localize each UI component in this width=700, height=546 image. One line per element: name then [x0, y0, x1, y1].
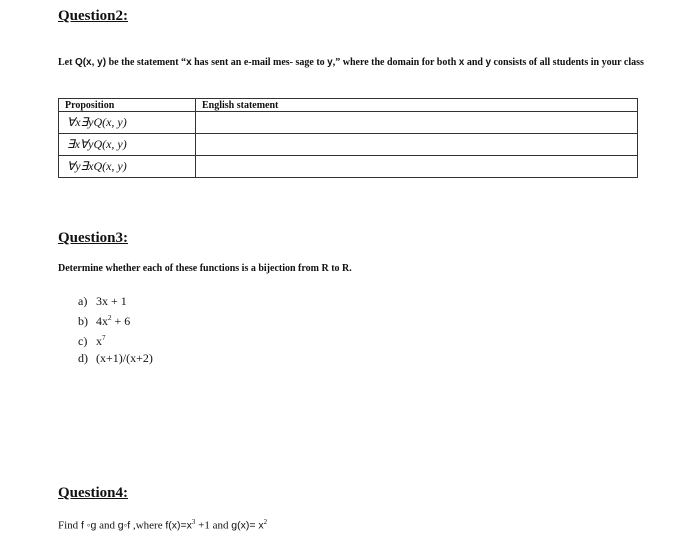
question3-text: Determine whether each of these functions is a bijection from R to R. [58, 263, 352, 274]
list-item [78, 350, 153, 367]
list-item [78, 310, 153, 330]
english-statement-cell[interactable] [196, 156, 638, 178]
table-header-row [59, 99, 638, 112]
exponent: 3 [191, 518, 196, 526]
function-g-definition: g(x)= x [231, 519, 264, 532]
text-part: and [464, 57, 486, 68]
var-x: x [186, 57, 192, 68]
var-x: x [458, 57, 465, 68]
text-part: be the statement “ [106, 57, 187, 68]
composition-gf: g◦f [117, 519, 131, 532]
text-part: and [96, 519, 118, 532]
q-notation: Q(x, y) [74, 57, 107, 68]
proposition-table [58, 98, 638, 178]
question4-text [58, 518, 267, 532]
question2-heading: Question2: [58, 8, 129, 24]
text-part: Let [58, 57, 75, 68]
item-expression: 4x [96, 314, 108, 328]
item-expression: (x+1)/(x+2) [96, 351, 153, 365]
table-row [59, 156, 638, 178]
proposition-cell: ∀x∃yQ(x, y) [59, 112, 196, 134]
item-exponent: 2 [108, 314, 112, 322]
text-part: has sent an e-mail mes- sage to [191, 57, 328, 68]
item-expression: 3x + 1 [96, 294, 127, 308]
text-part: ,” where the domain for both [332, 57, 459, 68]
english-statement-cell[interactable] [196, 134, 638, 156]
table-row [59, 134, 638, 156]
english-statement-cell[interactable] [196, 112, 638, 134]
list-item [78, 330, 153, 350]
item-expression: x [96, 334, 102, 348]
exponent: 2 [263, 518, 268, 526]
text-part: +1 and [195, 519, 232, 532]
proposition-cell: ∃x∀yQ(x, y) [59, 134, 196, 156]
var-y: y [485, 57, 492, 68]
list-item [78, 293, 153, 310]
function-list [78, 293, 153, 367]
var-y: y [327, 57, 333, 68]
function-f-definition: f(x)=x [165, 519, 192, 532]
question3-heading: Question3: [58, 230, 129, 246]
table-row [59, 112, 638, 134]
question4-heading: Question4: [58, 485, 129, 501]
item-label: d) [78, 351, 88, 365]
item-label: b) [78, 314, 88, 328]
item-expression-tail: + 6 [111, 314, 131, 328]
item-label: a) [78, 294, 88, 308]
item-label: c) [78, 334, 88, 348]
question2-statement [58, 56, 648, 70]
column-header-proposition: Proposition [59, 99, 196, 112]
text-part: Find [58, 519, 81, 532]
text-part: ,where [130, 519, 166, 532]
composition-fg: f ◦g [80, 519, 97, 532]
text-part: consists of all students in your class [491, 57, 644, 68]
item-exponent: 7 [102, 334, 106, 342]
column-header-english: English statement [196, 99, 638, 112]
proposition-cell: ∀y∃xQ(x, y) [59, 156, 196, 178]
